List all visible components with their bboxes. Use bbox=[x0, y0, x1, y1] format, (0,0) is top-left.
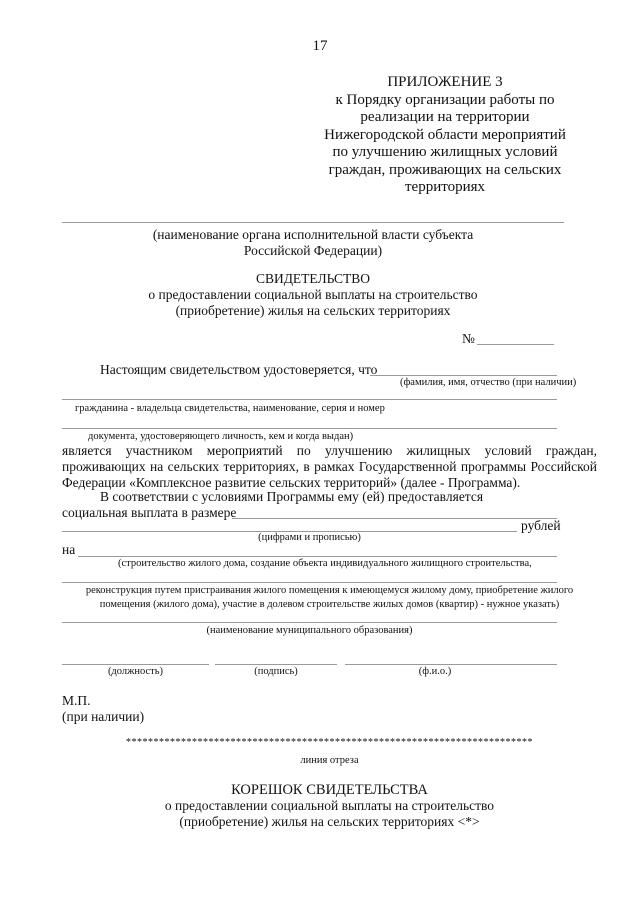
reconstruction-field-line[interactable] bbox=[62, 582, 557, 583]
document-field-line[interactable] bbox=[62, 428, 557, 429]
digits-caption: (цифрами и прописью) bbox=[258, 532, 361, 543]
authority-field-line[interactable] bbox=[62, 222, 564, 223]
certificate-title: СВИДЕТЕЛЬСТВО bbox=[255, 271, 371, 286]
program-text: В соответствии с условиями Программы ему (ей) предоставляется bbox=[100, 489, 484, 504]
appendix-block bbox=[310, 74, 580, 197]
appendix-line: Нижегородской области мероприятий bbox=[324, 126, 566, 143]
municipality-caption: (наименование муниципального образования) bbox=[206, 625, 413, 636]
appendix-line: территориях bbox=[404, 179, 486, 195]
appendix-line: граждан, проживающих на сельских bbox=[328, 161, 562, 178]
position-caption: (должность) bbox=[107, 666, 164, 677]
certificate-number-line[interactable] bbox=[477, 344, 554, 345]
certificate-heading: СВИДЕТЕЛЬСТВО о предоставлении социальной выплаты на строительство (приобретение) жилья на сельских территориях bbox=[62, 271, 564, 319]
municipality-field-line[interactable] bbox=[62, 622, 557, 623]
signature-field-line[interactable] bbox=[215, 664, 337, 665]
authority-caption: (наименование органа исполнительной власти субъекта Российской Федерации) bbox=[152, 227, 474, 258]
fio-caption: (фамилия, имя, отчество (при наличии) bbox=[400, 377, 577, 388]
payment-field-line[interactable] bbox=[232, 518, 557, 519]
position-field-line[interactable] bbox=[62, 664, 209, 665]
citizen-field-line[interactable] bbox=[62, 399, 557, 400]
reconstruction-caption: реконструкция путем пристраивания жилого помещения к имеющемуся жилому дому, приобретение жилого помещения (жилого дома), участие в долевом строительстве жилых домов (квартир) - нужное указать) bbox=[85, 585, 574, 610]
cut-stars: ************************************************************************** bbox=[126, 737, 533, 748]
appendix-line: по улучшению жилищных условий bbox=[332, 144, 558, 160]
purpose-field-line[interactable] bbox=[78, 556, 557, 557]
na-label: на bbox=[62, 542, 76, 557]
certificate-number-label: № bbox=[462, 331, 475, 346]
stamp-note: (при наличии) bbox=[62, 709, 145, 724]
fio-field-line[interactable] bbox=[370, 375, 557, 376]
stamp-label: М.П. bbox=[62, 693, 91, 708]
rubles-label: рублей bbox=[521, 518, 561, 533]
participant-paragraph: является участником мероприятий по улучшению жилищных условий граждан, проживающих на сельских территориях, в рамках Государственной программы Российской Федерации «Комплексное развитие сельских территорий» (далее - Программа). bbox=[62, 443, 597, 490]
stub-title: КОРЕШОК СВИДЕТЕЛЬСТВА bbox=[231, 782, 428, 798]
appendix-line: реализации на территории bbox=[360, 109, 530, 125]
stub-heading: КОРЕШОК СВИДЕТЕЛЬСТВА о предоставлении социальной выплаты на строительство (приобретение) жилья на сельских территориях <*> bbox=[62, 782, 597, 830]
cut-line-label: линия отреза bbox=[300, 755, 359, 766]
appendix-title: ПРИЛОЖЕНИЕ 3 bbox=[387, 74, 503, 90]
name-caption: (ф.и.о.) bbox=[418, 666, 452, 677]
stamp-block bbox=[62, 693, 144, 725]
appendix-line: к Порядку организации работы по bbox=[335, 91, 555, 108]
certify-text: Настоящим свидетельством удостоверяется, что bbox=[100, 362, 378, 377]
citizen-caption: гражданина - владельца свидетельства, наименование, серия и номер bbox=[75, 403, 385, 414]
page-number: 17 bbox=[312, 38, 328, 54]
construction-caption: (строительство жилого дома, создание объекта индивидуального жилищного строительства, bbox=[118, 558, 532, 569]
name-field-line[interactable] bbox=[345, 664, 557, 665]
payment-label: социальная выплата в размере bbox=[62, 505, 237, 520]
document-caption: документа, удостоверяющего личность, кем и когда выдан) bbox=[88, 431, 354, 442]
signature-caption: (подпись) bbox=[254, 666, 298, 677]
